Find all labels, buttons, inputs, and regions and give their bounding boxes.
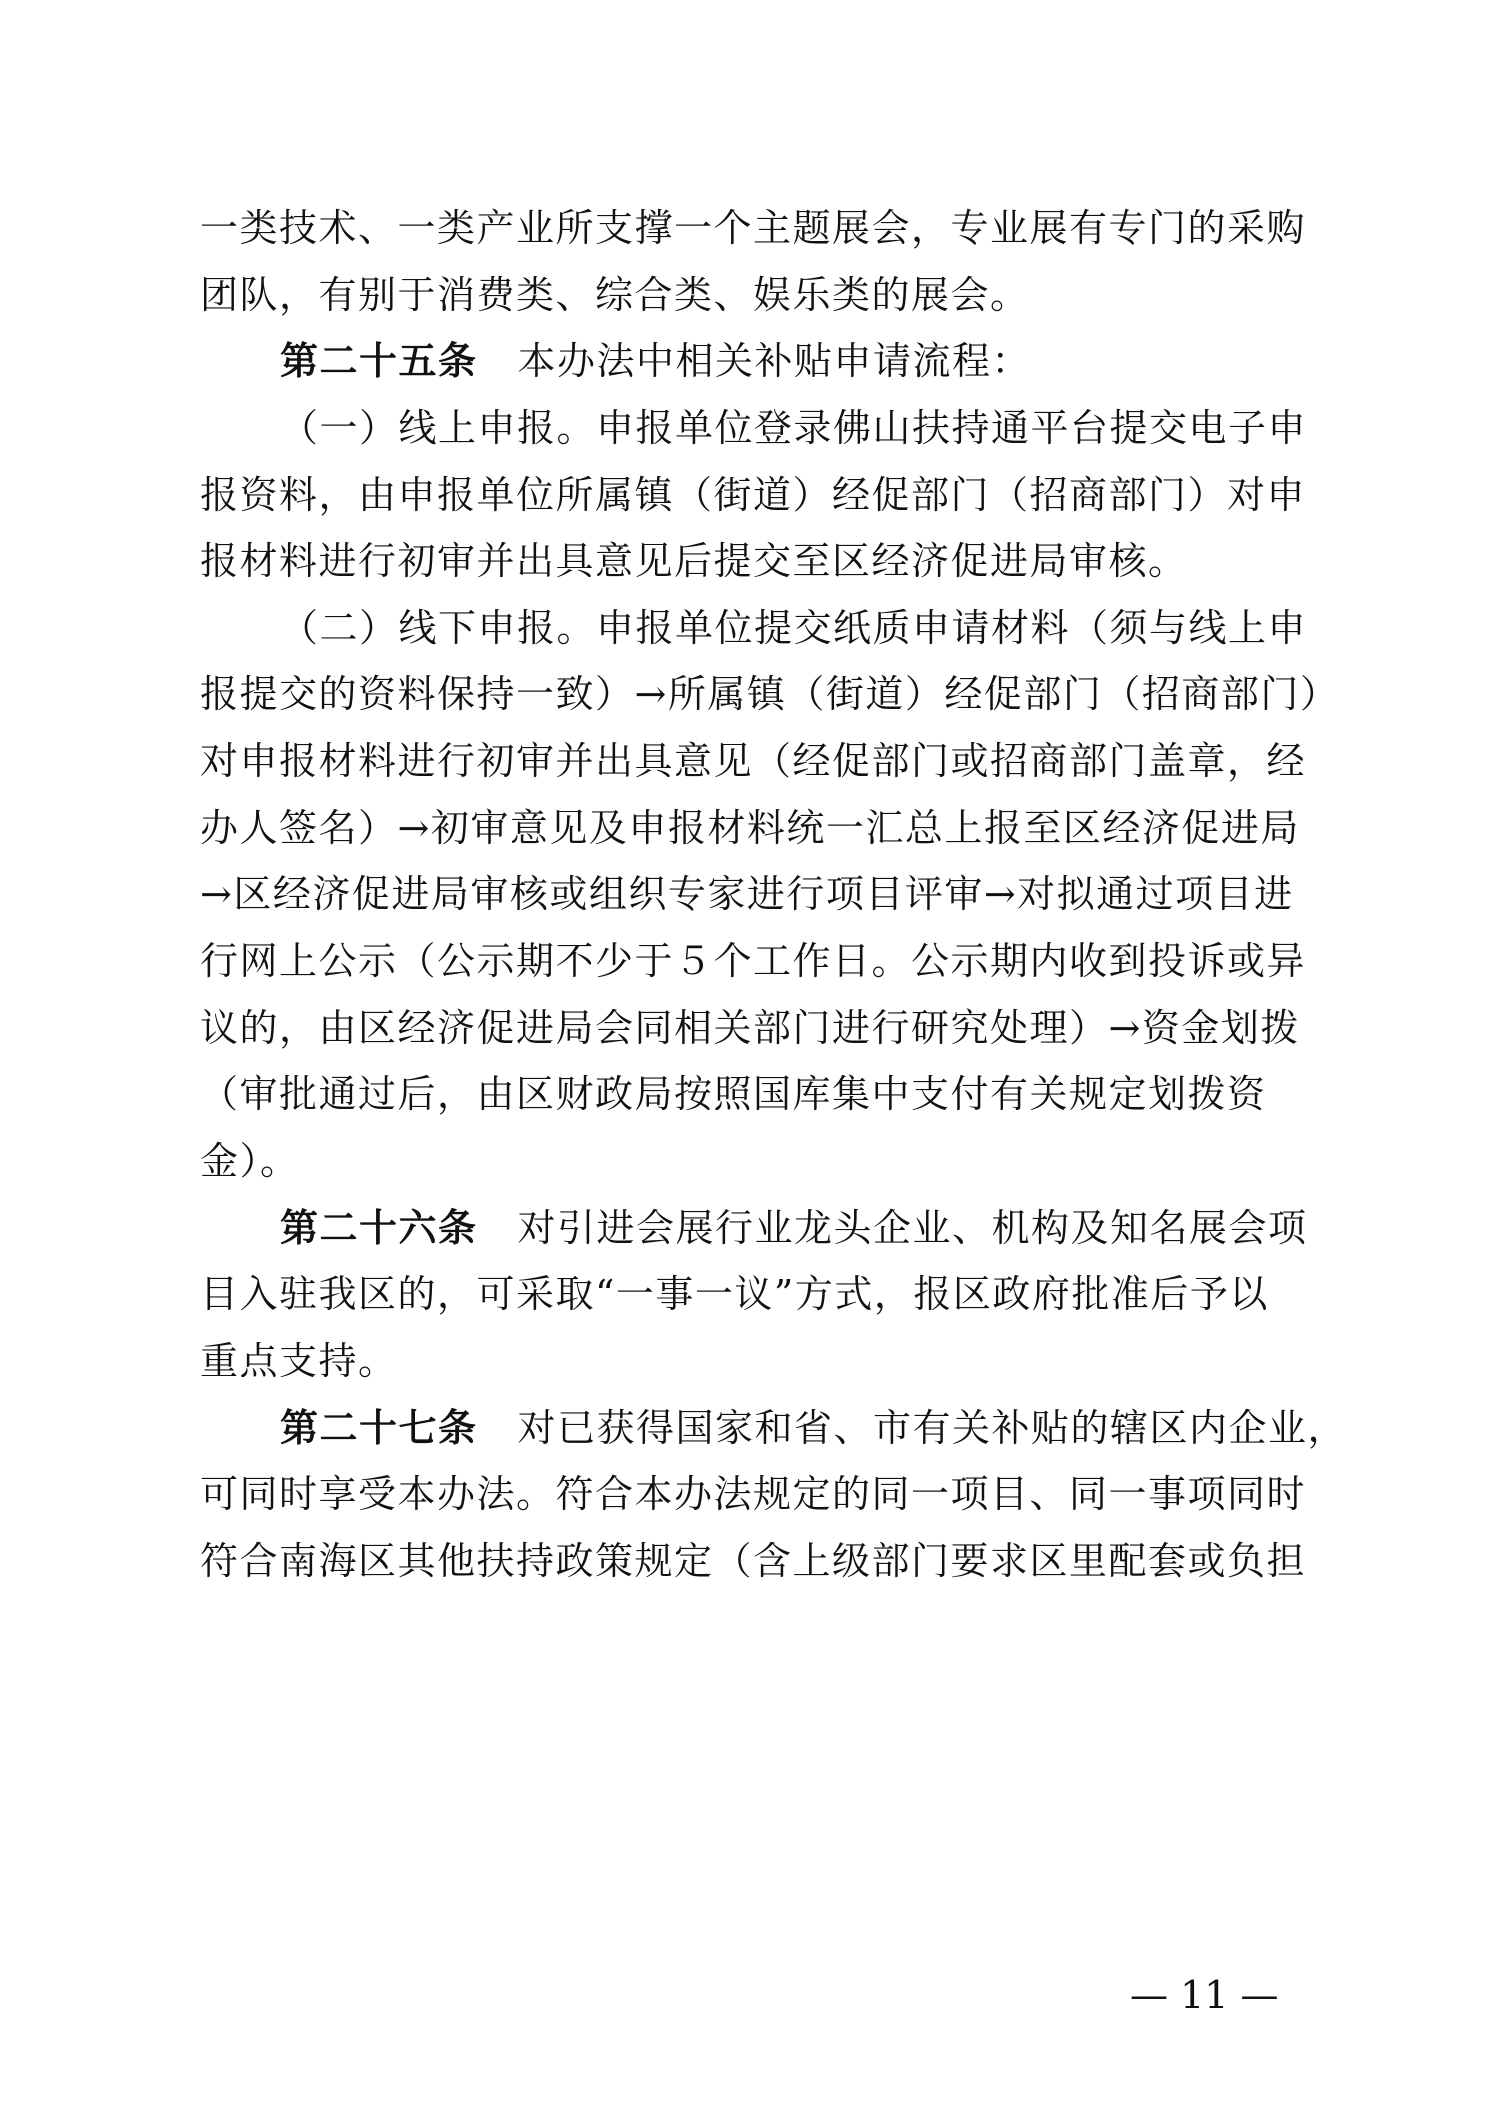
text-line: 符合南海区其他扶持政策规定（含上级部门要求区里配套或负担 — [200, 1539, 1307, 1583]
text-span: 本办法中相关补贴申请流程： — [517, 339, 1032, 383]
page-number: — 11 — — [1130, 1973, 1279, 2017]
text-span: 对引进会展行业龙头企业、机构及知名展会项 — [517, 1206, 1308, 1250]
text-line: 对申报材料进行初审并出具意见（经促部门或招商部门盖章，经 — [200, 739, 1307, 783]
text-line: 议的，由区经济促进局会同相关部门进行研究处理）→资金划拨 — [200, 1006, 1300, 1050]
text-line: 金）。 — [200, 1139, 300, 1183]
text-line: 报资料，由申报单位所属镇（街道）经促部门（招商部门）对申 — [200, 473, 1307, 517]
text-span: 对已获得国家和省、市有关补贴的辖区内企业， — [517, 1406, 1348, 1450]
text-line: 目入驻我区的，可采取“一事一议”方式，报区政府批准后予以 — [200, 1272, 1269, 1316]
article-27-heading-line — [280, 1403, 1347, 1453]
text-line: 报材料进行初审并出具意见后提交至区经济促进局审核。 — [200, 539, 1188, 583]
text-line: 重点支持。 — [200, 1339, 398, 1383]
article-number: 第二十六条 — [280, 1206, 478, 1250]
text-line: （一）线上申报。申报单位登录佛山扶持通平台提交电子申 — [280, 406, 1308, 450]
article-number: 第二十五条 — [280, 339, 478, 383]
text-line: →区经济促进局审核或组织专家进行项目评审→对拟通过项目进 — [200, 872, 1294, 916]
text-line: （审批通过后，由区财政局按照国库集中支付有关规定划拨资 — [200, 1072, 1267, 1116]
text-line: 行网上公示（公示期不少于５个工作日。公示期内收到投诉或异 — [200, 939, 1307, 983]
article-26-heading-line — [280, 1203, 1308, 1253]
text-line: （二）线下申报。申报单位提交纸质申请材料（须与线上申 — [280, 606, 1308, 650]
text-line: 办人签名）→初审意见及申报材料统一汇总上报至区经济促进局 — [200, 806, 1300, 850]
text-line: 报提交的资料保持一致）→所属镇（街道）经促部门（招商部门） — [200, 672, 1340, 716]
article-25-heading-line — [280, 336, 1031, 386]
article-number: 第二十七条 — [280, 1406, 478, 1450]
text-line: 可同时享受本办法。符合本办法规定的同一项目、同一事项同时 — [200, 1472, 1307, 1516]
text-line: 团队，有别于消费类、综合类、娱乐类的展会。 — [200, 273, 1030, 317]
text-line: 一类技术、一类产业所支撑一个主题展会，专业展有专门的采购 — [200, 206, 1307, 250]
